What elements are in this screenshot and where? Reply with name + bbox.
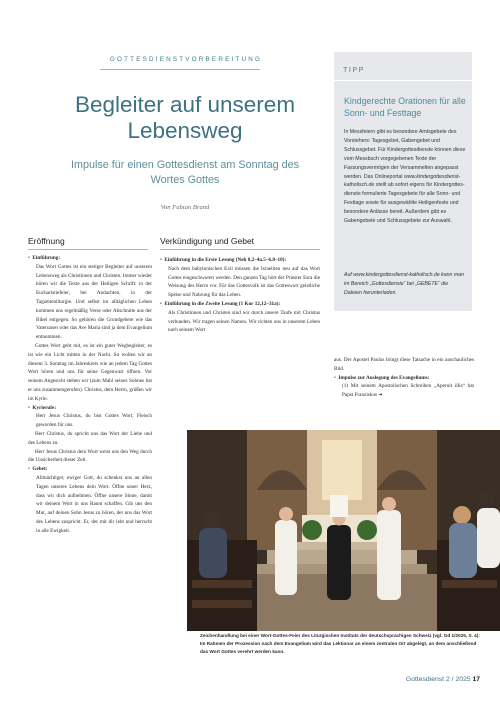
article-author: Von Fabian Brand — [160, 204, 210, 211]
article-title: Begleiter auf unserem Lebensweg — [74, 92, 296, 143]
footer-magazine: Gottesdienst — [405, 676, 445, 683]
tipp-heading: Kindgerechte Orationen für alle Sonn- und Festtage — [344, 96, 466, 118]
photo-caption: Zeichenhandlung bei einer Wort-Gottes-Feier des Liturgischen Instituts der deutschsprachigen Schweiz (vgl. Gd 1/2025, S. 4): Im Rahmen der Prozession nach dem Evangelium wird das Lektionar an einem zentralen Ort abgelegt, an dem anschließend das Wort Gottes verehrt werden kann. — [200, 633, 480, 654]
col1-label: Kyrierufe: — [32, 404, 57, 411]
col2-p1: Nach dem babylonischen Exil müssen die Israeliten neu auf das Wort Gottes eingeschworen werden. Den ganzen Tag hört der Priester Esra die Weisung des Herrn vor. Für das Gottesvolk ist das Gotteswort geistliche Speise und Nahrung für das Leben. — [168, 265, 320, 299]
col1-label: Einführung: — [32, 255, 61, 261]
tipp-footnote: Auf www.kindergottesdienst-katholisch.de kann man im Bereich „Gottesdienste“ bei „GEBETE“ die Dateien herunterladen. — [344, 272, 464, 296]
col2-paragraph: • Einführung in die Erste Lesung (Neh 8,2–4a.5–6.8–10): Nach dem babylonischen Exil müssen die Israeliten neu auf das Wort Gottes eingeschworen werden. Den ganzen Tag hört der Priester Esra die Weisung des Herrn vor. Für das Gottesvolk ist das Gotteswort geistliche Speise und Nahrung für das Leben. — [160, 257, 320, 299]
col1-paragraph: • Gebet: Allmächtiger, ewiger Gott, du schenkst uns an allen Tagen unseres Lebens dein Wort. Öffne unser Herz, dass wir dich aufnehmen. Öffne unsere Sinne, damit wir deinem Wort in uns Raum schaffen. Gib uns den Mut, auf deinen Sohn Jesus zu hören, der uns das Wort des Lebens zuspricht. Er, der mit dir lebt und herrscht in alle Ewigkeit. — [28, 466, 152, 534]
article-subtitle: Impulse für einen Gottesdienst am Sonntag des Wortes Gottes — [70, 159, 300, 186]
col3-p2: (1) Mit seinem Apostolischen Schreiben „Aperuit illis“ hat Papst Franziskus — [342, 383, 474, 399]
col2-label: Einführung in die Zweite Lesung (1 Kor 12,12–31a): — [164, 300, 281, 307]
col1-p5: Herr Jesus Christus dein Wort weist uns den Weg durch die Unsicherheit dieser Zeit. — [28, 448, 152, 464]
footer-issue: 2 / 2025 — [445, 676, 471, 683]
col1-label: Gebet: — [32, 466, 48, 473]
col1-paragraph: • Kyrierufe: Herr Jesus Christus, du bist Gottes Wort, Fleisch geworden für uns. — [28, 404, 152, 429]
col3-paragraph: • Impulse zur Auslegung des Evangeliums: (1) Mit seinem Apostolischen Schreiben „Aperuit illis“ hat Papst Franziskus ➔ — [334, 374, 474, 399]
church-photo-illustration — [187, 430, 500, 631]
tipp-rule — [334, 80, 472, 81]
tipp-body — [344, 128, 466, 226]
col3-label: Impulse zur Auslegung des Evangeliums: — [338, 374, 430, 381]
tipp-label: TIPP — [343, 65, 365, 74]
col3-p1: aus. Der Apostel Paulus bringt diese Tatsache in ein anschauliches Bild. — [334, 357, 474, 372]
page-footer — [406, 676, 480, 683]
continue-arrow-icon: ➔ — [378, 392, 383, 399]
col1-p6: Allmächtiger, ewiger Gott, du schenkst uns an allen Tagen unseres Lebens dein Wort. Öffne unser Herz, dass wir dich aufnehmen. Öffne unsere Sinne, damit wir deinem Wort in uns Raum schaffen. Gib uns den Mut, auf deinen Sohn Jesus zu hören, der uns das Wort des Lebens zuspricht. Er, der mit dir lebt und herrscht in alle Ewigkeit. — [36, 474, 152, 534]
col2-rule — [160, 249, 320, 250]
col2-label: Einführung in die Erste Lesung (Neh 8,2–4a.5–6.8–10): — [164, 257, 287, 263]
kicker-rule — [100, 69, 260, 70]
col1-rule — [28, 249, 148, 250]
section-kicker: GOTTESDIENSTVORBEREITUNG — [109, 56, 263, 63]
tipp-body-text-2: stellt ab sofort eigens für Kindergottes-dienste formulierte Tagesgebete für alle Sonn- und Festtage sowie für ausgewählte Heiligenfeste und besondere Anlässe bereit. Außerdem gibt es Gabengebete und Schlussgebete zur Auswahl. — [344, 182, 465, 225]
tipp-link[interactable]: www.kindergottesdienst-katholisch.de — [344, 173, 461, 189]
col2-heading: Verkündigung und Gebet — [160, 236, 255, 246]
col1-p1: Das Wort Gottes ist ein stetiger Begleiter auf unserem Lebensweg als Christinnen und Christen. Immer wieder hören wir die Texte aus der Heiligen Schrift: in der Eucharistiefeier, bei Andachten, in der Tagzeitenliturgie. Und selbst im alltäglichen Leben kommen uns regelmäßig Verse oder Abschnitte aus der Bibel entgegen. So gehören die Grundgebete wie das Vaterunser oder das Ave Maria sind ja dem Evangelium entnommen. — [36, 263, 152, 341]
col2-text — [160, 256, 320, 335]
col1-text — [28, 254, 152, 536]
col2-p2: Als Christinnen und Christen sind wir durch unsere Taufe mit Christus verbunden. Wir tragen seinen Namen. Wir richten uns in unserem Leben nach seinem Wort — [168, 309, 320, 334]
col1-p2: Gottes Wort geht mit, es ist ein guter Wegbegleiter, es ist wie ein Licht mitten in der Nacht. So wollen wir an diesem 3. Sonntag im Jahreskreis wie an jedem Tag Gottes Wort hören und uns für seine Gegenwart öffnen. Vor seinem Angesicht stehen wir (zum Mahl seines Sohnes hat er uns zusammengerufen). Christus, dem Herrn, grüßen wir im Kyrie. — [28, 342, 152, 402]
col1-p4: Herr Christus, du spricht uns das Wort der Liebe und des Lebens zu. — [28, 430, 152, 446]
tipp-body-text-1: In Messfeiern gibt es besondere Amtsgebete des Vorstehers: Tagesgebet, Gabengebet und Schlussgebet. Für Kindergottesdienste können diese vom Messbuch vorgegebenen Texte der Fassungsvermögen der Versammelten angepasst werden. Das Onlineportal — [344, 129, 466, 180]
col1-paragraph: • Einführung: Das Wort Gottes ist ein stetiger Begleiter auf unserem Lebensweg als Christinnen und Christen. Immer wieder hören wir die Texte aus der Heiligen Schrift: in der Eucharistiefeier, bei Andachten, in der Tagzeitenliturgie. Und selbst im alltäglichen Leben kommen uns regelmäßig Verse oder Abschnitte aus der Bibel entgegen. So gehören die Grundgebete wie das Vaterunser oder das Ave Maria sind ja dem Evangelium entnommen. — [28, 255, 152, 341]
col2-paragraph: • Einführung in die Zweite Lesung (1 Kor 12,12–31a): Als Christinnen und Christen sind wir durch unsere Taufe mit Christus verbunden. Wir tragen seinen Namen. Wir richten uns in unserem Leben nach seinem Wort — [160, 300, 320, 334]
col1-heading: Eröffnung — [28, 236, 65, 246]
church-photo — [187, 430, 500, 631]
col3-text — [334, 356, 474, 400]
page-number: 17 — [472, 676, 480, 683]
col1-p3: Herr Jesus Christus, du bist Gottes Wort, Fleisch geworden für uns. — [36, 413, 152, 429]
